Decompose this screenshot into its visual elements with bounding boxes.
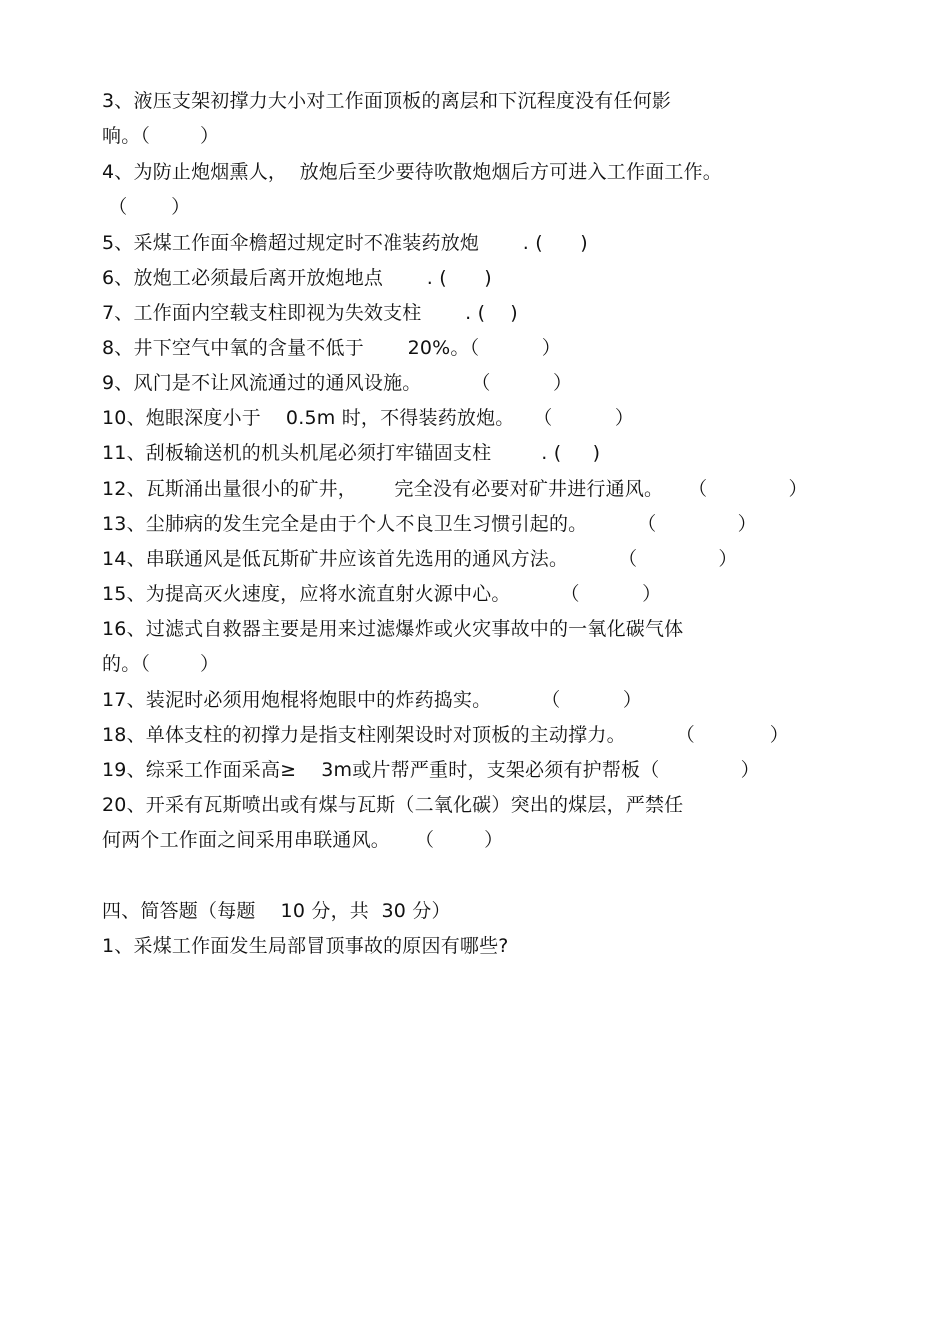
- question-20-line-2: 何两个工作面之间采用串联通风。 （ ）: [102, 829, 504, 851]
- question-15: 15、为提高灭火速度，应将水流直射火源中心。 （ ）: [102, 583, 662, 605]
- question-7: 7、工作面内空载支柱即视为失效支柱 . ( ): [102, 302, 518, 324]
- question-13: 13、尘肺病的发生完全是由于个人不良卫生习惯引起的。 （ ）: [102, 513, 757, 535]
- question-4-line-1: 4、为防止炮烟熏人， 放炮后至少要待吹散炮烟后方可进入工作面工作。: [102, 161, 722, 183]
- section-4-question-1: 1、采煤工作面发生局部冒顶事故的原因有哪些?: [102, 935, 509, 957]
- question-8: 8、井下空气中氧的含量不低于 20%。（ ）: [102, 337, 561, 359]
- question-3-line-1: 3、液压支架初撑力大小对工作面顶板的离层和下沉程度没有任何影: [102, 90, 672, 112]
- question-20-line-1: 20、开采有瓦斯喷出或有煤与瓦斯（二氧化碳）突出的煤层，严禁任: [102, 794, 684, 816]
- question-19: 19、综采工作面采高≥ 3m或片帮严重时，支架必须有护帮板（ ）: [102, 759, 760, 781]
- question-12: 12、瓦斯涌出量很小的矿井， 完全没有必要对矿井进行通风。 （ ）: [102, 478, 808, 500]
- question-4-line-2: （ ）: [102, 196, 191, 218]
- question-16-line-1: 16、过滤式自救器主要是用来过滤爆炸或火灾事故中的一氧化碳气体: [102, 618, 684, 640]
- question-11: 11、刮板输送机的机头机尾必须打牢锚固支柱 . ( ): [102, 442, 601, 464]
- question-14: 14、串联通风是低瓦斯矿井应该首先选用的通风方法。 （ ）: [102, 548, 738, 570]
- question-9: 9、风门是不让风流通过的通风设施。 （ ）: [102, 372, 573, 394]
- question-6: 6、放炮工必须最后离开放炮地点 . ( ): [102, 267, 492, 289]
- question-16-line-2: 的。（ ）: [102, 653, 220, 675]
- question-18: 18、单体支柱的初撑力是指支柱刚架设时对顶板的主动撑力。 （ ）: [102, 724, 789, 746]
- question-5: 5、采煤工作面伞檐超过规定时不准装药放炮 . ( ): [102, 232, 588, 254]
- question-17: 17、装泥时必须用炮棍将炮眼中的炸药捣实。 （ ）: [102, 689, 643, 711]
- question-10: 10、炮眼深度小于 0.5m 时，不得装药放炮。 （ ）: [102, 407, 635, 429]
- question-3-line-2: 响。（ ）: [102, 125, 220, 147]
- section-4-heading: 四、简答题（每题 10 分，共 30 分）: [102, 900, 451, 922]
